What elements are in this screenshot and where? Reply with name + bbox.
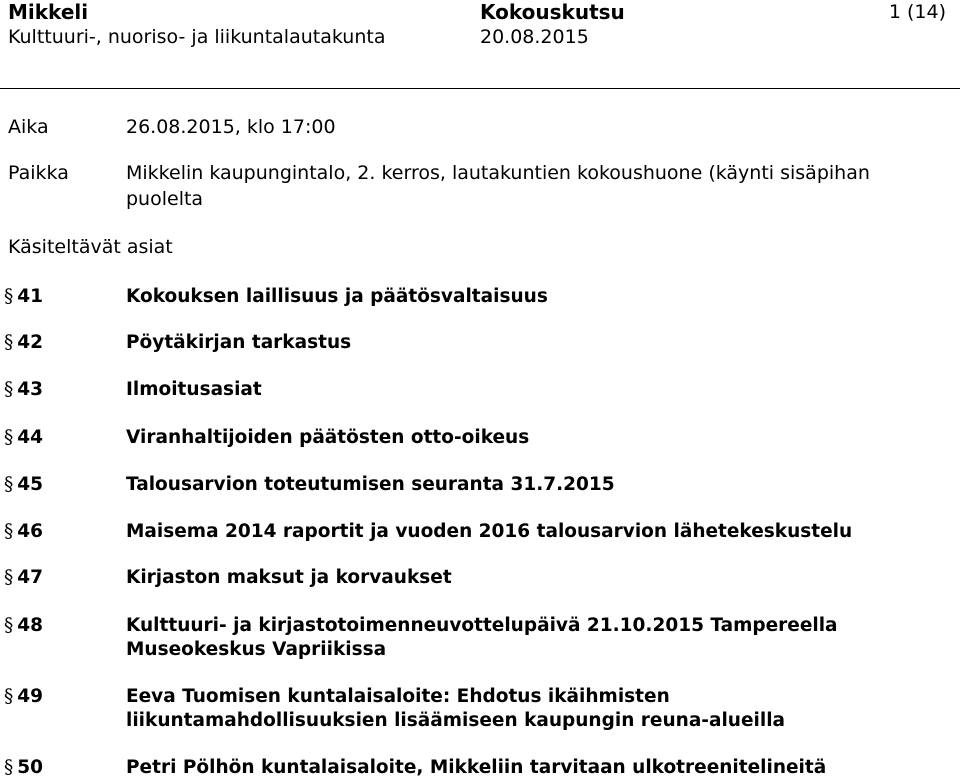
agenda-item-number <box>4 378 43 402</box>
agenda-item-number-value: 50 <box>17 757 43 778</box>
agenda-item-number-value: 45 <box>17 474 43 495</box>
section-sign-icon: § <box>4 757 14 778</box>
section-sign-icon: § <box>4 567 14 588</box>
agenda-item-number <box>4 426 43 450</box>
agenda-item-number <box>4 566 43 590</box>
agenda-item-number-value: 48 <box>17 615 43 636</box>
agenda-item-title: Ilmoitusasiat <box>126 379 262 400</box>
section-sign-icon: § <box>4 686 14 707</box>
agenda-item-number <box>4 520 43 544</box>
meeting-place-value: Mikkelin kaupungintalo, 2. kerros, lautakuntien kokoushuone (käynti sisäpihan puolelta <box>126 162 870 210</box>
agenda-item-number-value: 41 <box>17 286 43 307</box>
agenda-item-title: Maisema 2014 raportit ja vuoden 2016 talousarvion lähetekeskustelu <box>126 521 853 542</box>
agenda-item-number <box>4 685 43 709</box>
agenda-item-title: Pöytäkirjan tarkastus <box>126 332 352 353</box>
agenda-item-title: Eeva Tuomisen kuntalaisaloite: Ehdotus ikäihmisten liikuntamahdollisuuksien lisäämiseen kaupungin reuna-alueilla <box>126 686 786 731</box>
document-type: Kokouskutsu <box>480 0 625 24</box>
page-number: 1 (14) <box>888 1 946 23</box>
organization-name: Mikkeli <box>8 0 89 24</box>
agenda-item-title: Petri Pölhön kuntalaisaloite, Mikkeliin tarvitaan ulkotreenitelineitä <box>126 757 827 778</box>
header-page-block <box>889 0 946 25</box>
header-organization-block <box>8 0 385 50</box>
document-date: 20.08.2015 <box>480 26 589 48</box>
section-sign-icon: § <box>4 521 14 542</box>
agenda-item-number-value: 43 <box>17 379 43 400</box>
section-sign-icon: § <box>4 286 14 307</box>
agenda-item-number <box>4 285 43 309</box>
meeting-time-value: 26.08.2015, klo 17:00 <box>126 116 336 138</box>
section-sign-icon: § <box>4 474 14 495</box>
agenda-item-number-value: 49 <box>17 686 43 707</box>
agenda-item-number <box>4 331 43 355</box>
header-divider <box>0 88 960 89</box>
agenda-item-number <box>4 473 43 497</box>
meeting-place-label: Paikka <box>8 162 69 184</box>
section-sign-icon: § <box>4 332 14 353</box>
agenda-item-title: Kokouksen laillisuus ja päätösvaltaisuus <box>126 286 548 307</box>
agenda-heading: Käsiteltävät asiat <box>8 236 173 258</box>
agenda-item-number <box>4 614 43 638</box>
agenda-item-title: Kirjaston maksut ja korvaukset <box>126 567 452 588</box>
agenda-item-number-value: 47 <box>17 567 43 588</box>
meeting-time-label: Aika <box>8 116 49 138</box>
header-document-block <box>480 0 625 50</box>
section-sign-icon: § <box>4 615 14 636</box>
agenda-item-title: Kulttuuri- ja kirjastotoimenneuvottelupäivä 21.10.2015 Tampereella Museokeskus Vapriikissa <box>126 615 838 660</box>
section-sign-icon: § <box>4 379 14 400</box>
agenda-item-number-value: 44 <box>17 427 43 448</box>
agenda-item-title: Talousarvion toteutumisen seuranta 31.7.2015 <box>126 474 615 495</box>
agenda-item-number <box>4 756 43 780</box>
department-name: Kulttuuri-, nuoriso- ja liikuntalautakunta <box>8 26 386 48</box>
agenda-item-title: Viranhaltijoiden päätösten otto-oikeus <box>126 427 530 448</box>
agenda-item-number-value: 46 <box>17 521 43 542</box>
section-sign-icon: § <box>4 427 14 448</box>
agenda-item-number-value: 42 <box>17 332 43 353</box>
